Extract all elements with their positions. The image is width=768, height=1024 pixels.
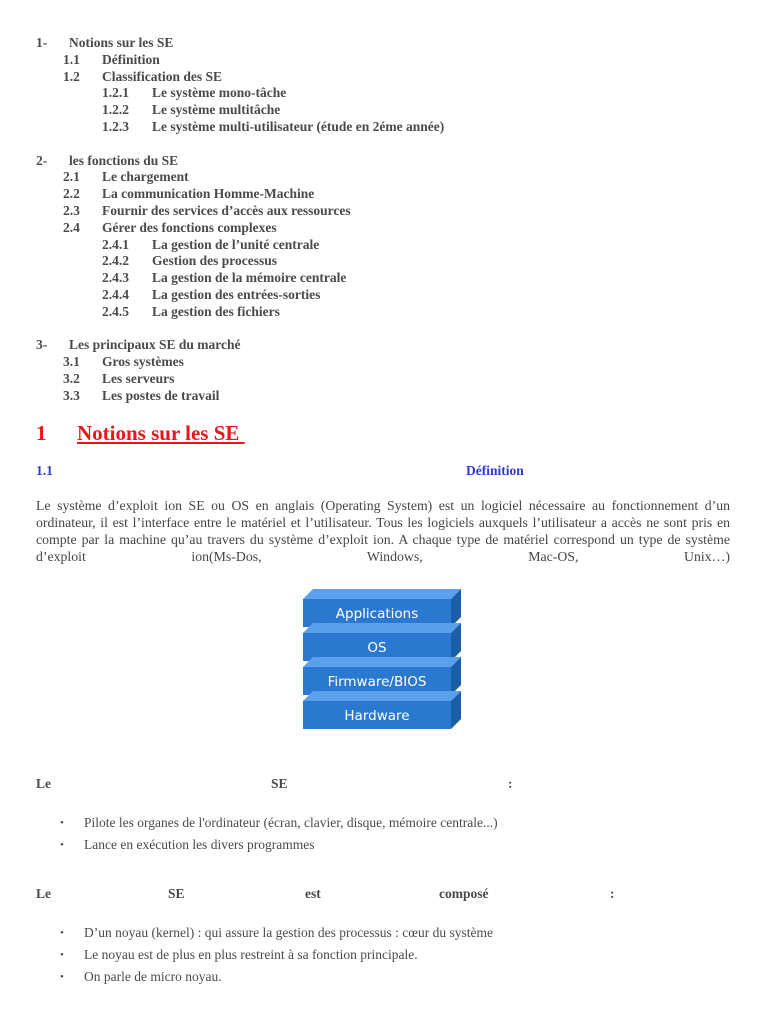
toc-entry-text: Classification des SE [102,68,223,84]
os-layer-diagram [301,589,464,735]
heading-word: est [305,886,321,901]
toc-entry-text: Fournir des services d’accès aux ressources [102,203,351,218]
toc-entry [63,220,663,236]
toc-entry [36,337,636,353]
diagram-layer-top [303,623,461,633]
diagram-layer [303,589,461,627]
subsection-title: Définition [466,463,524,478]
list-item: • Lance en exécution les divers programmes [36,834,498,856]
subsection-number: 1.1 [36,463,53,478]
section-number: 1 [36,421,47,445]
toc-entry [36,153,636,169]
toc-entry-text: Gestion des processus [152,253,278,269]
toc-entry-number: 1.1 [63,51,80,67]
toc-entry [63,52,663,68]
diagram-layer-label: Applications [335,606,419,622]
toc-entry-number: 1.2.2 [102,102,129,118]
diagram-layer-top [303,589,461,599]
toc-entry-text: les fonctions du SE [69,152,179,168]
toc-entry-number: 2.4.2 [102,253,129,269]
toc-entry [63,354,663,370]
toc-entry-number: 2- [36,152,48,168]
toc-entry-number: 2.1 [63,169,80,185]
toc-entry-text: Gros systèmes [102,354,184,370]
toc-entry-text: Le système multitâche [152,102,281,118]
definition-text: Le système d’exploit ion SE ou OS en anglais (Operating System) est un logiciel nécessaire au fonctionnement d’un ordinateur, il est l’interface entre le matériel et l’utilisateur. Tous les logiciels auxquels l’utilisateur a accès ne sont pris en compte par la machine qu’au travers du système d’exploit ion. A chaque type de matériel correspond un type de système d’exploit ion(Ms-Dos, Windows, Mac-OS, Unix…) [36,498,730,564]
toc-entry [63,69,663,85]
toc-entry [102,270,702,286]
toc-entry-number: 3- [36,337,48,353]
diagram-layer-top [303,691,461,701]
diagram-layer-label: Hardware [344,708,410,724]
toc-entry-number: 3.1 [63,354,80,370]
heading-word: : [508,776,513,791]
toc-entry-text: Les serveurs [102,371,175,386]
toc-entry-number: 2.4.5 [102,303,129,319]
toc-entry-text: Définition [102,51,160,67]
toc-entry [102,253,702,269]
diagram-layer-label: OS [367,640,387,656]
diagram-layer [303,657,461,695]
diagram-layer [303,623,461,661]
definition-paragraph [36,497,730,565]
toc-entry-number: 2.4.1 [102,236,129,252]
toc-entry-number: 2.4.4 [102,287,129,302]
toc-entry-number: 1.2.1 [102,85,129,101]
diagram-layer-label: Firmware/BIOS [327,674,427,690]
toc-entry-text: La communication Homme-Machine [102,186,315,202]
section-heading [36,421,245,446]
toc-entry [102,237,702,253]
toc-entry-text: La gestion des fichiers [152,303,280,319]
toc-entry [63,169,663,185]
toc-entry-text: Le système multi-utilisateur (étude en 2éme année) [152,119,445,134]
toc-entry-number: 2.4.3 [102,270,129,286]
list-item: • Pilote les organes de l'ordinateur (écran, clavier, disque, mémoire centrale...) [36,812,498,834]
toc-entry-text: La gestion des entrées-sorties [152,287,321,302]
toc-entry-number: 2.4 [63,219,80,235]
se-composition-list [36,922,493,988]
heading-word: SE [168,886,185,901]
toc-entry [63,371,663,387]
toc-entry [36,35,636,51]
toc-entry [63,388,663,404]
heading-word: composé [439,886,489,901]
toc-entry-number: 1.2.3 [102,119,129,134]
toc-entry-number: 3.3 [63,387,80,403]
toc-entry-number: 2.3 [63,203,80,218]
toc-entry [102,85,702,101]
toc-entry-text: Le système mono-tâche [152,85,287,101]
heading-word: Le [36,776,51,791]
toc-entry-text: La gestion de l’unité centrale [152,236,320,252]
list-item: • Le noyau est de plus en plus restreint à sa fonction principale. [36,944,493,966]
diagram-layer-top [303,657,461,667]
toc-entry [63,186,663,202]
section-title: Notions sur les SE [77,421,240,445]
heading-word: : [610,886,615,901]
toc-entry-text: La gestion de la mémoire centrale [152,270,347,286]
toc-entry-text: Notions sur les SE [69,35,174,50]
list-item: • D’un noyau (kernel) : qui assure la gestion des processus : cœur du système [36,922,493,944]
toc-entry-number: 3.2 [63,371,80,386]
toc-entry-number: 1- [36,35,48,50]
toc-entry [63,203,663,219]
list-item: • On parle de micro noyau. [36,966,493,988]
toc-entry-text: Le chargement [102,169,189,185]
toc-entry-text: Les postes de travail [102,387,220,403]
toc-entry-text: Gérer des fonctions complexes [102,219,277,235]
se-role-list [36,812,498,856]
diagram-layer [303,691,461,729]
heading-word: SE [271,776,288,791]
heading-word: Le [36,886,51,901]
toc-entry [102,102,702,118]
toc-entry [102,304,702,320]
toc-entry-text: Les principaux SE du marché [69,337,241,353]
toc-entry-number: 1.2 [63,68,80,84]
toc-entry [102,119,702,135]
toc-entry [102,287,702,303]
toc-entry-number: 2.2 [63,186,80,202]
